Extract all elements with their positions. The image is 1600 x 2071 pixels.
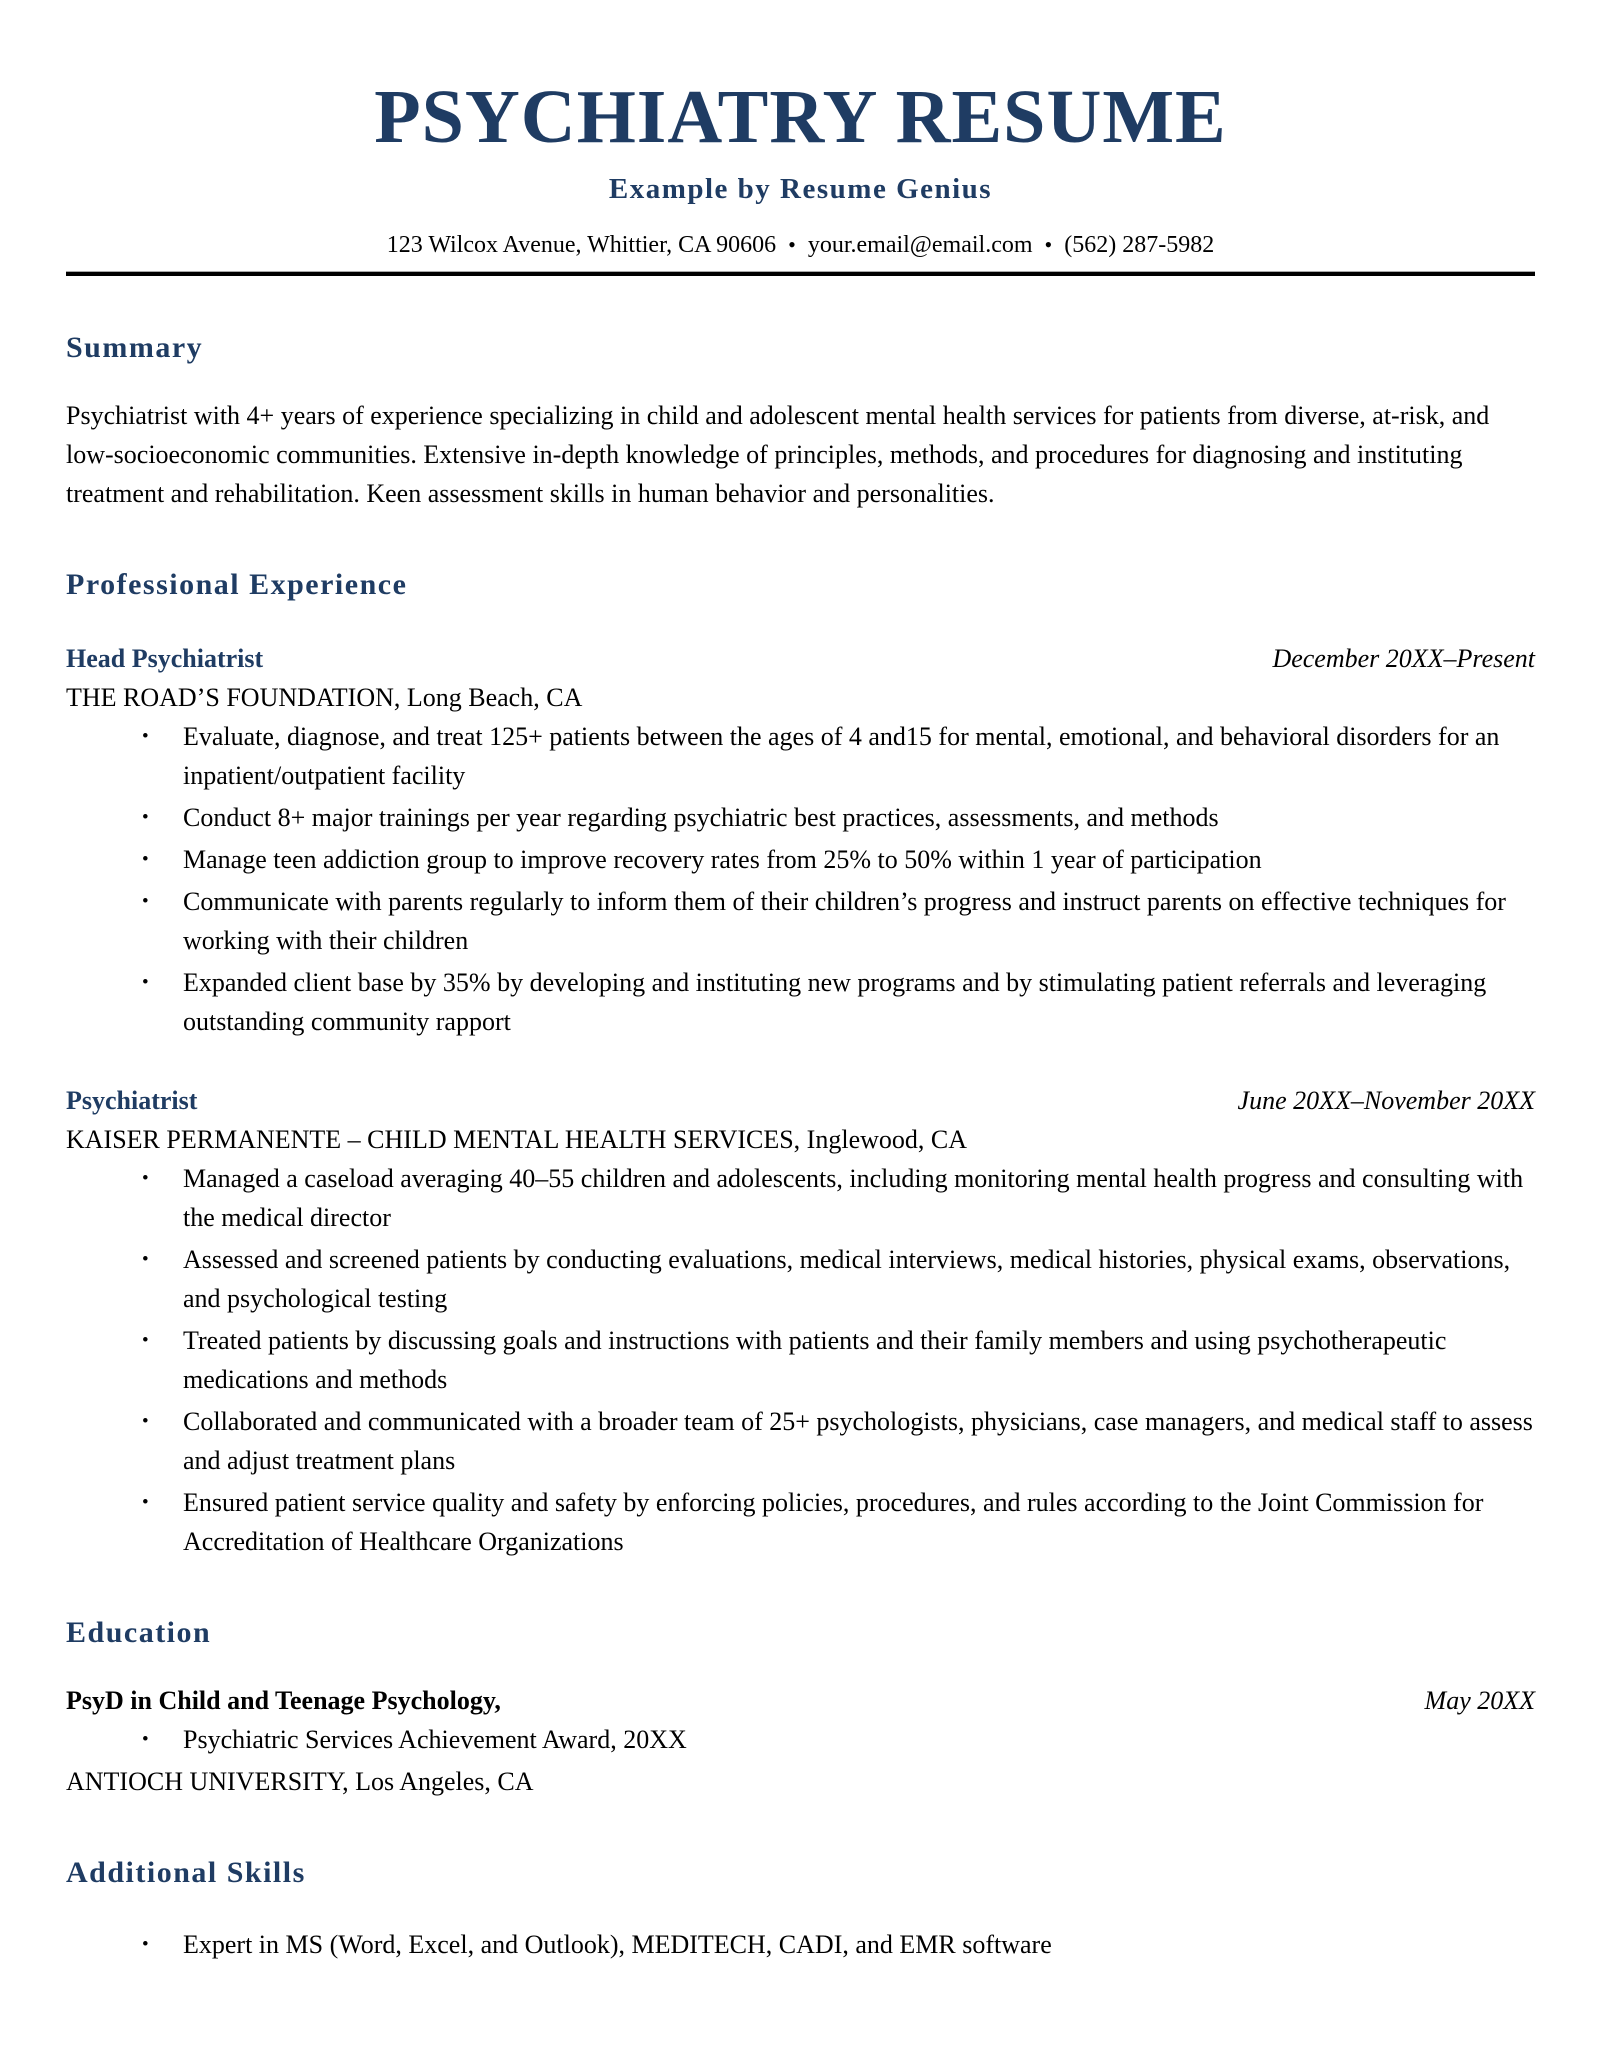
education-date: May 20XX (1424, 1686, 1535, 1716)
bullet-text: Evaluate, diagnose, and treat 125+ patients between the ages of 4 and15 for mental, emotional, and behavioral disorders for an inpatient/outpatient facility (183, 722, 1500, 791)
bullet-icon: • (142, 1249, 149, 1271)
bullet-icon: • (142, 726, 149, 748)
bullet-text: Managed a caseload averaging 40–55 children and adolescents, including monitoring mental health progress and consulting with the medical director (183, 1164, 1524, 1233)
resume-header (66, 75, 1535, 276)
bullet-text: Communicate with parents regularly to inform them of their children’s progress and instruct parents on effective techniques for working with their children (183, 887, 1506, 956)
education-heading: Education (66, 1616, 212, 1650)
contact-bullet-separator: • (1044, 231, 1053, 257)
contact-email: your.email@email.com (807, 231, 1033, 258)
job-dates: June 20XX–November 20XX (1237, 1086, 1535, 1116)
bullet-text: Assessed and screened patients by conducting evaluations, medical interviews, medical histories, physical exams, observations, and psychological testing (183, 1245, 1511, 1314)
bullet-icon: • (142, 972, 149, 994)
page-subtitle: Example by Resume Genius (608, 172, 993, 205)
section-education (66, 1615, 1535, 1801)
bullet-text: Treated patients by discussing goals and instructions with patients and their family members and using psychotherapeutic medications and methods (183, 1326, 1447, 1395)
education-school: ANTIOCH UNIVERSITY, Los Angeles, CA (66, 1767, 534, 1797)
summary-heading: Summary (66, 331, 204, 365)
job-bullet-list (66, 1159, 1535, 1561)
job-entry (66, 1081, 1535, 1561)
job-bullet-list (66, 717, 1535, 1041)
bullet-icon: • (142, 891, 149, 913)
bullet-item (66, 963, 1535, 1041)
bullet-icon: • (142, 849, 149, 871)
job-company: KAISER PERMANENTE – CHILD MENTAL HEALTH SERVICES, Inglewood, CA (66, 1125, 967, 1155)
bullet-icon: • (142, 1729, 149, 1751)
job-header-row (66, 1081, 1535, 1120)
bullet-item (66, 1720, 1535, 1759)
bullet-text: Ensured patient service quality and safety by enforcing policies, procedures, and rules according to the Joint Commission for Accreditation of Healthcare Organizations (183, 1488, 1484, 1557)
bullet-text: Conduct 8+ major trainings per year regarding psychiatric best practices, assessments, and methods (183, 803, 1219, 833)
bullet-text: Manage teen addiction group to improve recovery rates from 25% to 50% within 1 year of participation (183, 845, 1262, 875)
bullet-text: Psychiatric Services Achievement Award, 20XX (183, 1725, 687, 1755)
bullet-icon: • (142, 807, 149, 829)
bullet-icon: • (142, 1330, 149, 1352)
experience-heading: Professional Experience (66, 568, 408, 602)
summary-paragraph: Psychiatrist with 4+ years of experience specializing in child and adolescent mental health services for patients from diverse, at-risk, and low-socioeconomic communities. Extensive in-depth knowledge of principles, methods, and procedures for diagnosing and instituting treatment and rehabilitation. Keen assessment skills in human behavior and personalities. (66, 401, 1490, 509)
job-title: Head Psychiatrist (66, 644, 264, 674)
bullet-text: Collaborated and communicated with a broader team of 25+ psychologists, physicians, case managers, and medical staff to assess and adjust treatment plans (183, 1407, 1533, 1476)
education-bullet-list (66, 1720, 1535, 1759)
contact-address: 123 Wilcox Avenue, Whittier, CA 90606 (386, 231, 777, 258)
section-summary (66, 330, 1535, 513)
job-title: Psychiatrist (66, 1086, 198, 1116)
bullet-text: Expanded client base by 35% by developing and instituting new programs and by stimulating patient referrals and leveraging outstanding community rapport (183, 968, 1487, 1037)
contact-bullet-separator: • (788, 231, 796, 257)
education-header-row (66, 1681, 1535, 1720)
bullet-item (66, 840, 1535, 879)
bullet-item (66, 798, 1535, 837)
page-title: PSYCHIATRY RESUME (374, 75, 1227, 159)
contact-line (66, 232, 1535, 258)
bullet-item (66, 882, 1535, 960)
bullet-item (66, 717, 1535, 795)
skills-heading: Additional Skills (66, 1856, 306, 1890)
section-skills (66, 1855, 1535, 1964)
skills-bullet-list (66, 1925, 1535, 1964)
job-header-row (66, 639, 1535, 678)
job-dates: December 20XX–Present (1272, 644, 1535, 674)
bullet-item (66, 1240, 1535, 1318)
bullet-item (66, 1159, 1535, 1237)
bullet-icon: • (142, 1492, 149, 1514)
bullet-icon: • (142, 1168, 149, 1190)
header-divider (66, 271, 1535, 276)
bullet-icon: • (142, 1411, 149, 1433)
bullet-item (66, 1483, 1535, 1561)
job-entry (66, 639, 1535, 1041)
contact-phone: (562) 287-5982 (1064, 231, 1215, 258)
bullet-item (66, 1925, 1535, 1964)
bullet-item (66, 1402, 1535, 1480)
bullet-text: Expert in MS (Word, Excel, and Outlook), MEDITECH, CADI, and EMR software (183, 1930, 1052, 1960)
bullet-icon: • (142, 1934, 149, 1956)
education-degree: PsyD in Child and Teenage Psychology, (66, 1686, 501, 1716)
bullet-item (66, 1321, 1535, 1399)
job-company: THE ROAD’S FOUNDATION, Long Beach, CA (66, 683, 583, 713)
section-experience (66, 567, 1535, 1561)
